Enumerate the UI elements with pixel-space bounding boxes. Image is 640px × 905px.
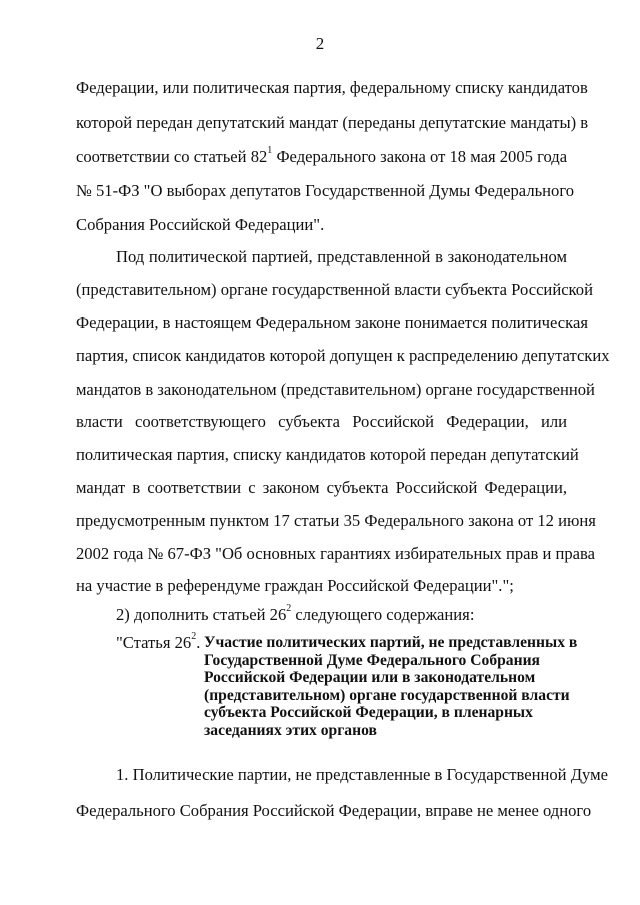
page-number: 2 <box>315 34 325 53</box>
text-line: Федерального Собрания Российской Федерации, вправе не менее одного <box>76 801 592 820</box>
heading-line: Российской Федерации или в законодательном <box>204 669 536 687</box>
text-line: предусмотренным пунктом 17 статьи 35 Федерального закона от 12 июня <box>76 511 596 530</box>
text-fragment: соответствии со статьей 82 <box>76 147 268 166</box>
heading-line: Государственной Думе Федерального Собрания <box>204 651 540 669</box>
text-fragment: 2) дополнить статьей 26 <box>116 605 287 624</box>
text-line: 1. Политические партии, не представленные в Государственной Думе <box>116 765 608 784</box>
text-line: мандат в соответствии с законом субъекта Российской Федерации, <box>76 478 567 497</box>
text-line: Под политической партией, представленной в законодательном <box>116 247 567 266</box>
text-line: которой передан депутатский мандат (переданы депутатские мандаты) в <box>76 113 589 132</box>
text-line: Федерации, в настоящем Федеральном законе понимается политическая <box>76 313 588 332</box>
text-fragment: Федерального закона от 18 мая 2005 года <box>272 147 568 166</box>
text-line: (представительном) органе государственной власти субъекта Российской <box>76 280 593 299</box>
heading-line: заседаниях этих органов <box>204 721 377 739</box>
text-line <box>116 605 567 625</box>
text-line: власти соответствующего субъекта Российской Федерации, или <box>76 412 567 431</box>
text-fragment: следующего содержания: <box>291 605 475 624</box>
superscript: 1 <box>267 145 273 157</box>
text-line: 2002 года № 67-ФЗ "Об основных гарантиях избирательных прав и права <box>76 544 596 563</box>
text-line: Собрания Российской Федерации". <box>76 215 325 234</box>
heading-line: субъекта Российской Федерации, в пленарных <box>204 704 533 722</box>
article-heading <box>204 634 578 740</box>
text-fragment: . <box>196 633 201 652</box>
text-line: мандатов в законодательном (представительном) органе государственной <box>76 380 595 399</box>
text-line <box>76 147 567 167</box>
heading-line: (представительном) органе государственной власти <box>204 686 570 704</box>
text-fragment: "Статья 26 <box>116 633 192 652</box>
text-line: Федерации, или политическая партия, федеральному списку кандидатов <box>76 78 588 97</box>
text-line: партия, список кандидатов которой допущен к распределению депутатских <box>76 346 610 365</box>
text-line: на участие в референдуме граждан Российской Федерации"."; <box>76 576 514 595</box>
article-label <box>116 633 200 653</box>
heading-line: Участие политических партий, не представленных в <box>204 634 578 651</box>
superscript: 2 <box>286 603 292 615</box>
text-line: политическая партия, списку кандидатов которой передан депутатский <box>76 445 579 464</box>
superscript: 2 <box>191 631 197 643</box>
text-line: № 51-ФЗ "О выборах депутатов Государственной Думы Федерального <box>76 181 575 200</box>
